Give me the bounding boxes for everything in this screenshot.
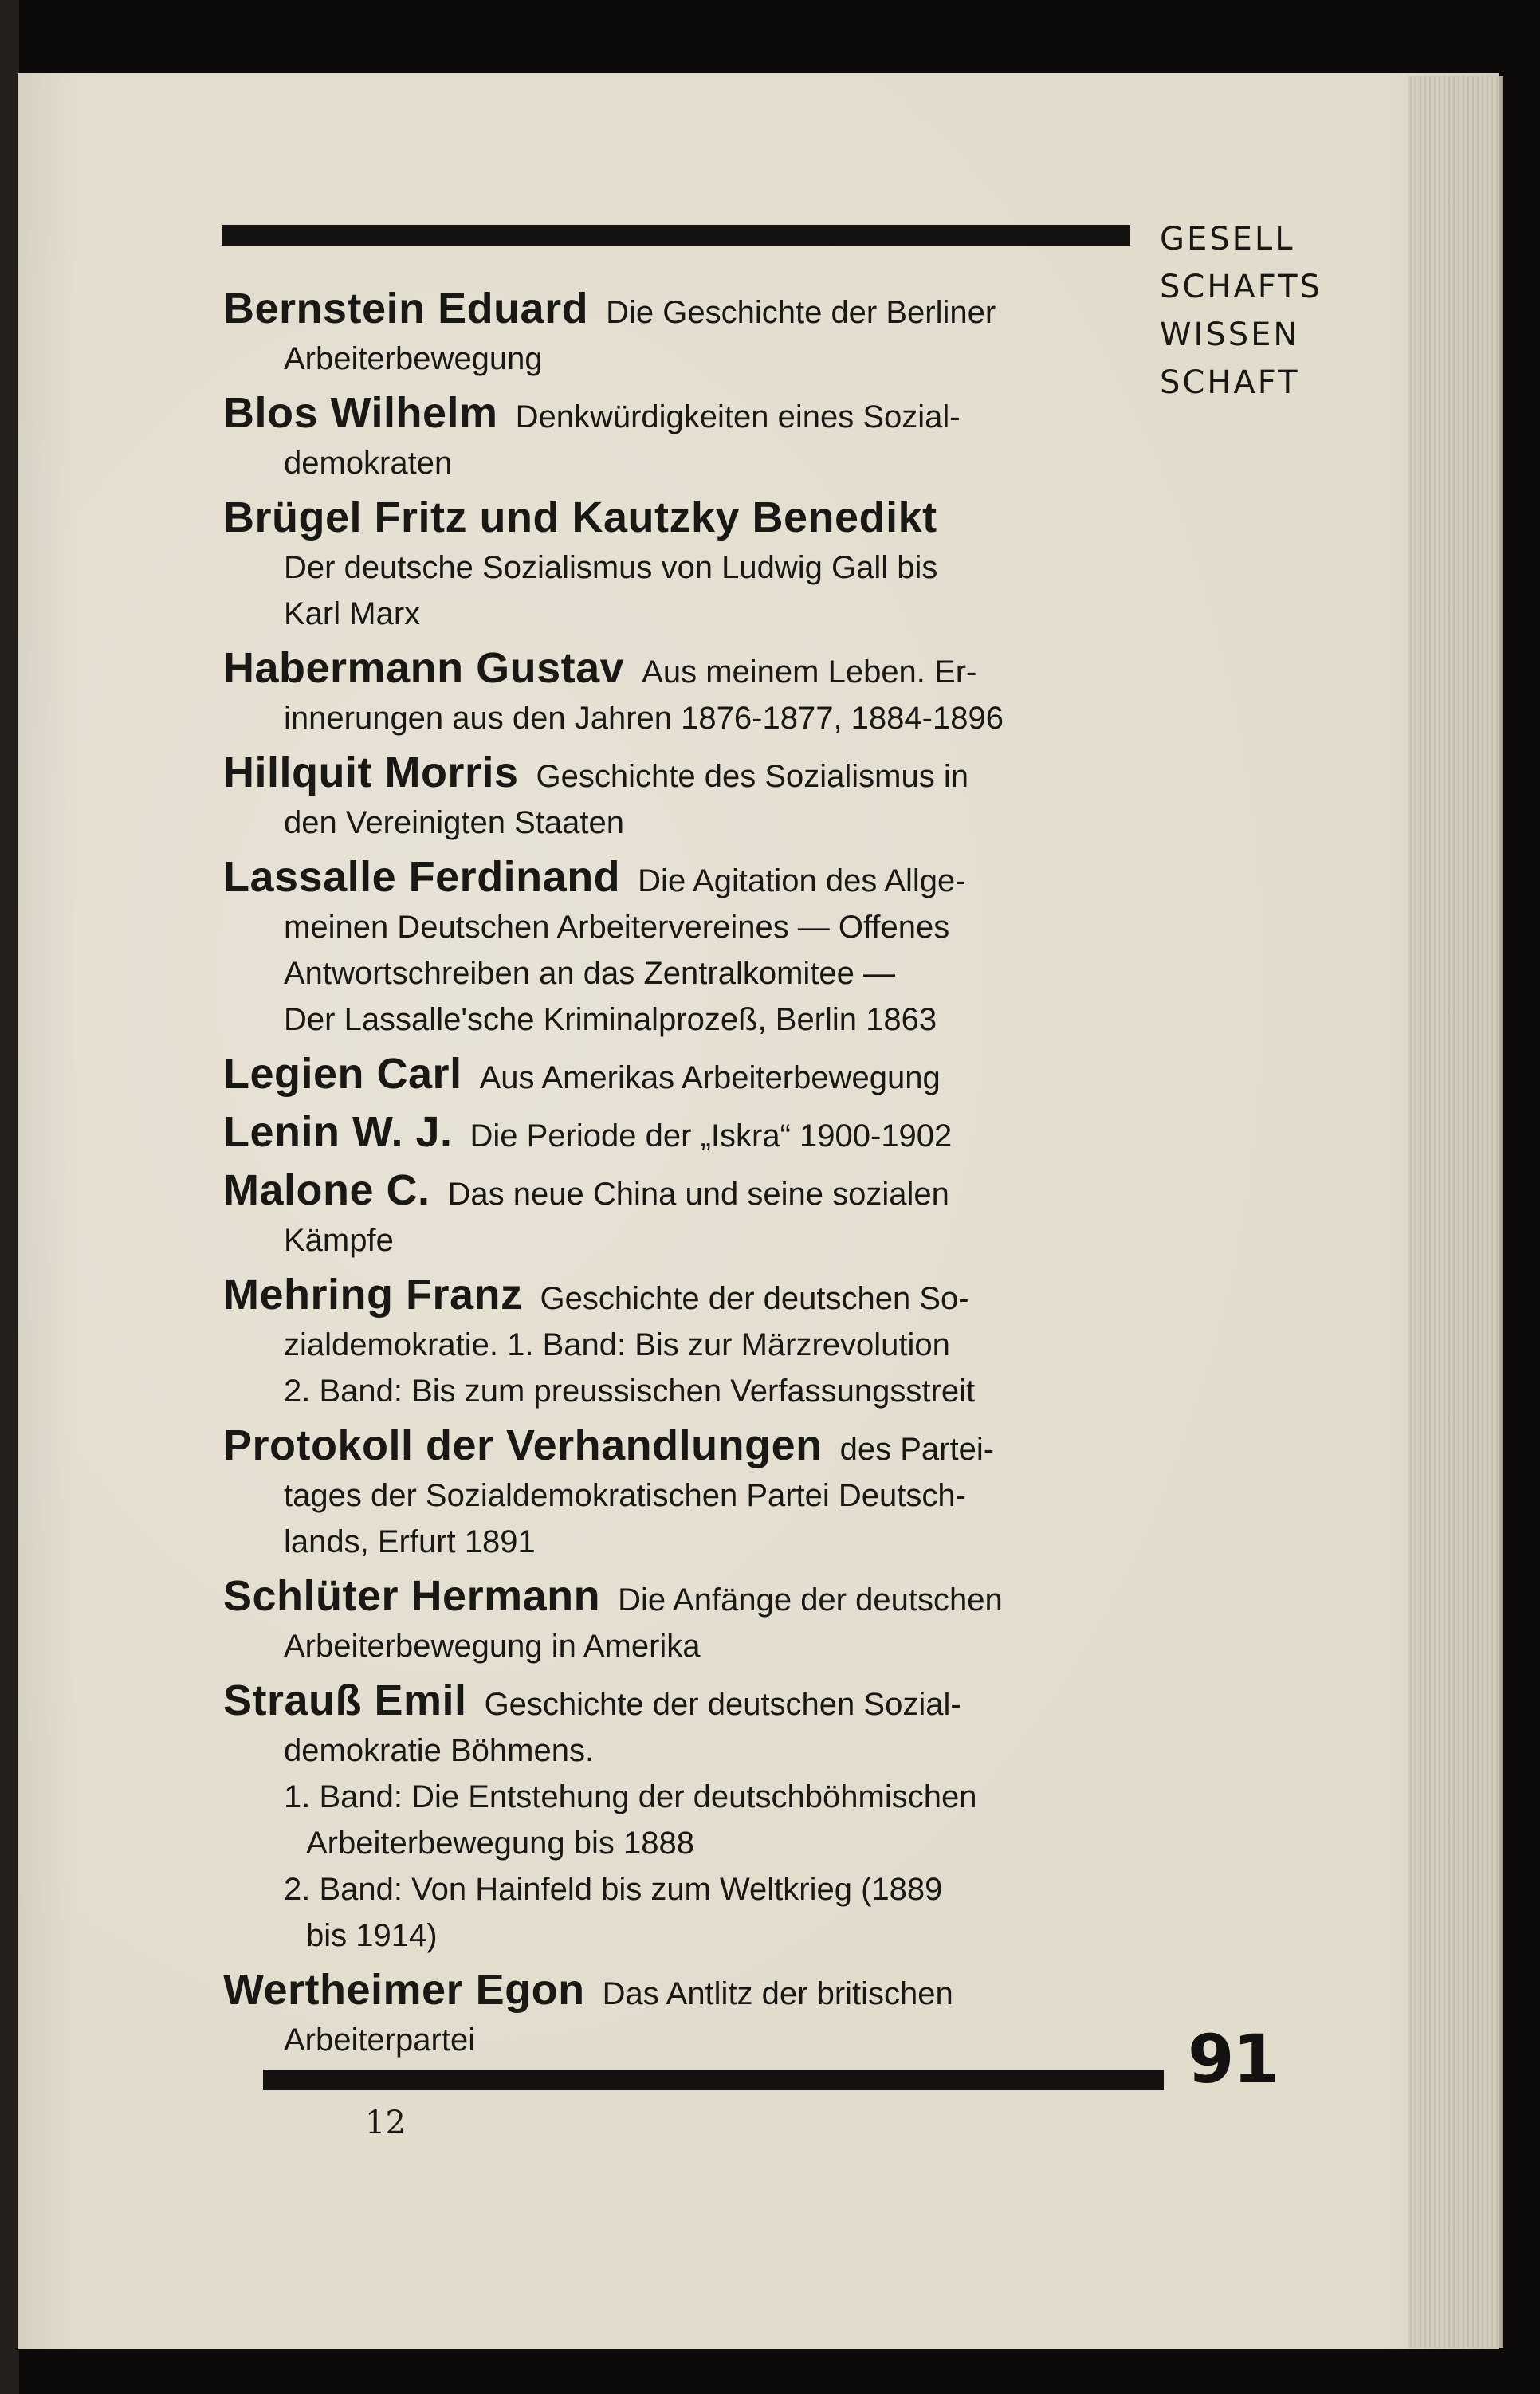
entry-author: Legien Carl (223, 1050, 462, 1098)
entry-title-line: Aus Amerikas Arbeiterbewegung (479, 1060, 941, 1095)
bottom-rule (263, 2070, 1164, 2090)
entry-lassalle (223, 854, 1156, 1043)
entry-protokoll (223, 1422, 1156, 1565)
entry-bernstein (223, 285, 1156, 382)
page-number: 91 (1188, 2020, 1278, 2098)
book-spine (0, 0, 19, 2394)
entry-title-line: Geschichte der deutschen So- (540, 1281, 969, 1316)
entry-author: Malone C. (223, 1166, 430, 1214)
entry-author: Habermann Gustav (223, 644, 625, 692)
entry-title-line: bis 1914) (306, 1918, 438, 1953)
entry-title-line: Geschichte der deutschen Sozial- (484, 1687, 961, 1722)
entry-habermann (223, 645, 1156, 741)
entry-author: Blos Wilhelm (223, 389, 498, 437)
entry-title-line: lands, Erfurt 1891 (284, 1524, 536, 1559)
signature-number: 12 (365, 2105, 406, 2141)
entry-title-line: Arbeiterbewegung (284, 341, 543, 376)
entry-title-line: 1. Band: Die Entstehung der deutschböhmischen (284, 1779, 977, 1814)
entry-title-line: Das Antlitz der britischen (602, 1976, 953, 2011)
entry-author: Lenin W. J. (223, 1108, 453, 1156)
entry-author: Schlüter Hermann (223, 1572, 601, 1620)
section-label-line: GESELL (1160, 221, 1295, 257)
entry-author: Bernstein Eduard (223, 285, 589, 332)
entry-title-line: Arbeiterbewegung bis 1888 (306, 1826, 695, 1861)
entry-lenin (223, 1109, 1156, 1159)
entry-title-line: Arbeiterpartei (284, 2023, 476, 2058)
entry-author: Wertheimer Egon (223, 1966, 585, 2014)
page-edges (1408, 76, 1503, 2348)
entry-schlueter (223, 1573, 1156, 1669)
entry-title-line: innerungen aus den Jahren 1876-1877, 1884-1896 (284, 701, 1004, 736)
entry-title-line: Die Geschichte der Berliner (606, 295, 996, 330)
entry-title-line: zialdemokratie. 1. Band: Bis zur Märzrevolution (284, 1327, 950, 1362)
entry-title-line: des Partei- (839, 1432, 995, 1467)
entry-title-line: Die Agitation des Allge- (638, 863, 966, 898)
entry-author: Strauß Emil (223, 1677, 467, 1724)
entry-title-line: Geschichte des Sozialismus in (536, 759, 968, 794)
entry-malone (223, 1167, 1156, 1264)
entry-author: Mehring Franz (223, 1271, 523, 1319)
entry-title-line: Der deutsche Sozialismus von Ludwig Gall bis (284, 550, 938, 585)
entry-strauss (223, 1677, 1156, 1959)
entry-title-line: tages der Sozialdemokratischen Partei Deutsch- (284, 1478, 966, 1513)
section-label (1160, 215, 1359, 407)
section-label-line: SCHAFT (1160, 364, 1300, 401)
section-label-line: WISSEN (1160, 316, 1300, 353)
section-label-line: SCHAFTS (1160, 269, 1322, 305)
entry-title-line: 2. Band: Bis zum preussischen Verfassungsstreit (284, 1374, 976, 1409)
bibliography-list (223, 285, 1156, 2071)
entry-author: Brügel Fritz und Kautzky Benedikt (223, 493, 937, 541)
entry-title-line: den Vereinigten Staaten (284, 805, 625, 840)
entry-mehring (223, 1272, 1156, 1414)
entry-title-line: meinen Deutschen Arbeitervereines — Offenes (284, 910, 950, 945)
entry-title-line: Das neue China und seine sozialen (447, 1177, 949, 1212)
entry-legien (223, 1051, 1156, 1101)
entry-hillquit (223, 749, 1156, 846)
entry-title-line: Denkwürdigkeiten eines Sozial- (515, 399, 961, 434)
entry-title-line: Der Lassalle'sche Kriminalprozeß, Berlin 1863 (284, 1002, 937, 1037)
entry-title-line: Karl Marx (284, 596, 421, 631)
entry-title-line: Arbeiterbewegung in Amerika (284, 1629, 701, 1664)
entry-title-line: demokratie Böhmens. (284, 1733, 595, 1768)
top-rule (222, 225, 1130, 246)
entry-title-line: Antwortschreiben an das Zentralkomitee — (284, 956, 896, 991)
entry-title-line: Kämpfe (284, 1223, 394, 1258)
entry-title-line: Die Periode der „Iskra“ 1900-1902 (469, 1118, 953, 1154)
entry-author: Lassalle Ferdinand (223, 853, 621, 901)
entry-author: Protokoll der Verhandlungen (223, 1421, 823, 1469)
entry-bruegel (223, 494, 1156, 637)
entry-blos (223, 390, 1156, 486)
entry-title-line: 2. Band: Von Hainfeld bis zum Weltkrieg (1889 (284, 1872, 943, 1907)
entry-title-line: demokraten (284, 446, 453, 481)
entry-wertheimer (223, 1967, 1156, 2063)
entry-author: Hillquit Morris (223, 749, 519, 796)
entry-title-line: Aus meinem Leben. Er- (642, 655, 977, 690)
entry-title-line: Die Anfänge der deutschen (618, 1582, 1003, 1618)
